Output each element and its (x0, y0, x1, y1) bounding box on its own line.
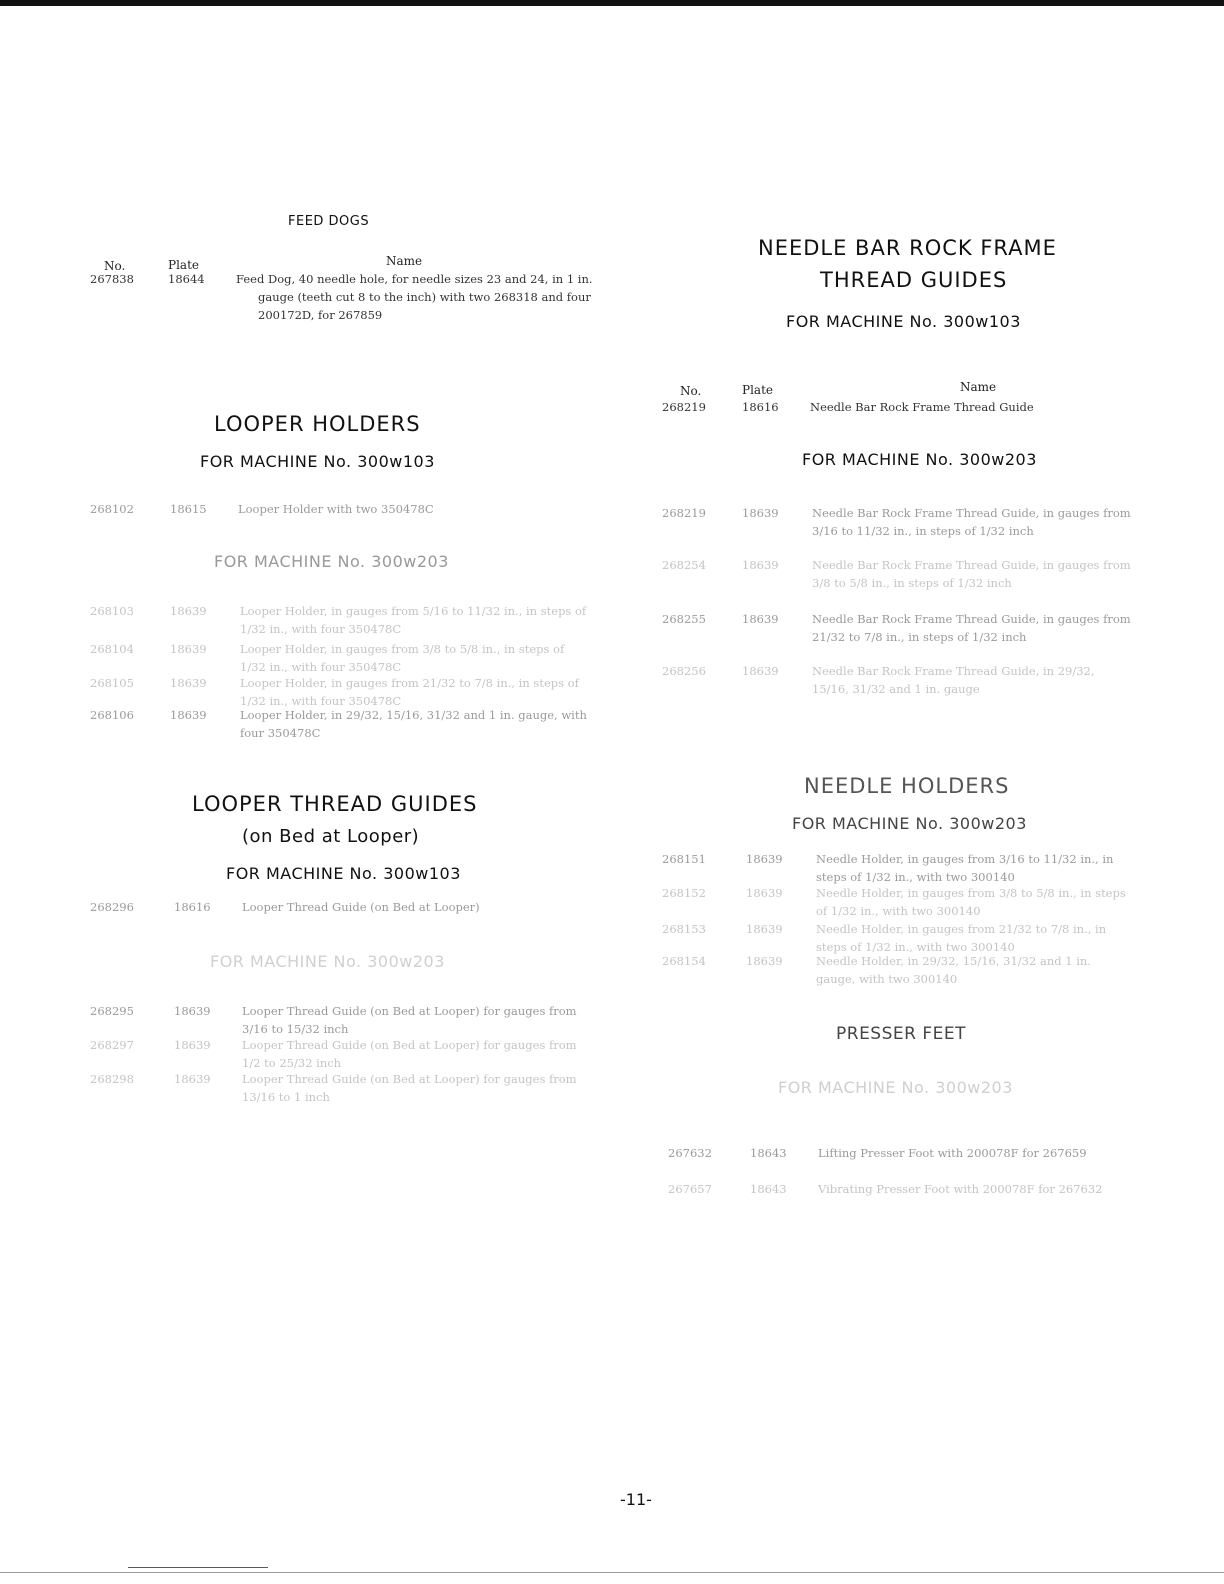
machine-heading: FOR MACHINE No. 300w203 (792, 814, 1027, 833)
machine-heading: FOR MACHINE No. 300w203 (210, 952, 445, 971)
part-no: 268256 (662, 664, 706, 678)
plate-no: 18639 (170, 676, 207, 690)
part-no: 267657 (668, 1182, 712, 1196)
list-item (662, 398, 1132, 418)
machine-heading: FOR MACHINE No. 300w203 (214, 552, 449, 571)
part-name: Needle Holder, in gauges from 21/32 to 7/8 in., in steps of 1/32 in., with two 300140 (816, 922, 1107, 954)
machine-heading: FOR MACHINE No. 300w203 (778, 1078, 1013, 1097)
part-no: 268106 (90, 708, 134, 722)
part-name: Needle Bar Rock Frame Thread Guide (810, 400, 1034, 414)
part-no: 268295 (90, 1004, 134, 1018)
looper-thread-guides-title: LOOPER THREAD GUIDES (192, 792, 478, 816)
list-item (668, 1144, 1132, 1180)
part-no: 268219 (662, 506, 706, 520)
needle-bar-rock-frame-title: NEEDLE BAR ROCK FRAME (758, 236, 1057, 260)
plate-no: 18639 (742, 506, 779, 520)
part-name: Needle Holder, in gauges from 3/16 to 11/32 in., in steps of 1/32 in., with two 300140 (816, 852, 1114, 884)
col-header-no: No. (104, 259, 126, 273)
part-name: Looper Thread Guide (on Bed at Looper) for gauges from 3/16 to 15/32 inch (242, 1004, 577, 1036)
part-no: 268254 (662, 558, 706, 572)
plate-no: 18643 (750, 1182, 787, 1196)
machine-heading: FOR MACHINE No. 300w103 (786, 312, 1021, 331)
part-no: 268297 (90, 1038, 134, 1052)
part-name: Needle Bar Rock Frame Thread Guide, in 29/32, 15/16, 31/32 and 1 in. gauge (812, 664, 1095, 696)
looper-holders-title: LOOPER HOLDERS (214, 412, 421, 436)
part-name: Looper Thread Guide (on Bed at Looper) for gauges from 1/2 to 25/32 inch (242, 1038, 577, 1070)
list-item (662, 610, 1132, 662)
plate-no: 18639 (170, 604, 207, 618)
top-border (0, 0, 1224, 6)
feed-dogs-title: FEED DOGS (288, 214, 370, 229)
col-header-plate: Plate (168, 258, 199, 272)
list-item (662, 884, 1132, 920)
list-item (90, 1002, 590, 1038)
col-header-plate: Plate (742, 383, 773, 397)
plate-no: 18639 (746, 922, 783, 936)
list-item (90, 706, 590, 742)
list-item (90, 1070, 590, 1106)
link-underline (128, 1567, 268, 1568)
list-item (90, 640, 590, 676)
col-header-name: Name (960, 380, 997, 394)
plate-no: 18639 (742, 612, 779, 626)
part-no: 268152 (662, 886, 706, 900)
list-item (90, 500, 590, 520)
part-no: 268255 (662, 612, 706, 626)
list-item (90, 270, 593, 344)
plate-no: 18639 (746, 954, 783, 968)
list-item (662, 556, 1132, 608)
part-no: 268153 (662, 922, 706, 936)
list-item (90, 674, 590, 710)
plate-no: 18616 (742, 400, 779, 414)
part-name: Needle Bar Rock Frame Thread Guide, in gauges from 21/32 to 7/8 in., in steps of 1/32 inch (812, 612, 1131, 644)
presser-feet-title: PRESSER FEET (836, 1024, 966, 1044)
part-no: 268154 (662, 954, 706, 968)
plate-no: 18639 (746, 852, 783, 866)
part-name: Vibrating Presser Foot with 200078F for 267632 (818, 1182, 1103, 1196)
plate-no: 18639 (174, 1004, 211, 1018)
list-item (662, 850, 1132, 886)
plate-no: 18639 (174, 1038, 211, 1052)
part-no: 268151 (662, 852, 706, 866)
list-item (668, 1180, 1132, 1216)
plate-no: 18639 (174, 1072, 211, 1086)
part-name: Needle Holder, in gauges from 3/8 to 5/8 in., in steps of 1/32 in., with two 300140 (816, 886, 1126, 918)
plate-no: 18639 (746, 886, 783, 900)
part-name: Needle Bar Rock Frame Thread Guide, in gauges from 3/8 to 5/8 in., in steps of 1/32 inch (812, 558, 1131, 590)
plate-no: 18639 (170, 708, 207, 722)
part-name: Lifting Presser Foot with 200078F for 267659 (818, 1146, 1087, 1160)
section-subtitle: (on Bed at Looper) (242, 826, 420, 847)
part-no: 267632 (668, 1146, 712, 1160)
part-name: Looper Holder, in gauges from 5/16 to 11/32 in., in steps of 1/32 in., with four 350478C (240, 604, 587, 636)
part-no: 268296 (90, 900, 134, 914)
plate-no: 18615 (170, 502, 207, 516)
part-name: Feed Dog, 40 needle hole, for needle sizes 23 and 24, in 1 in. gauge (teeth cut 8 to the inch) with two 268318 and four 200172D, for 267859 (236, 272, 593, 322)
list-item (662, 920, 1132, 956)
plate-no: 18644 (168, 272, 205, 286)
machine-heading: FOR MACHINE No. 300w103 (226, 864, 461, 883)
part-name: Looper Holder, in gauges from 3/8 to 5/8 in., in steps of 1/32 in., with four 350478C (240, 642, 565, 674)
list-item (662, 662, 1132, 714)
list-item (90, 602, 590, 638)
part-no: 267838 (90, 272, 134, 286)
part-name: Needle Bar Rock Frame Thread Guide, in gauges from 3/16 to 11/32 in., in steps of 1/32 inch (812, 506, 1131, 538)
list-item (90, 898, 590, 918)
machine-heading: FOR MACHINE No. 300w203 (802, 450, 1037, 469)
part-name: Looper Thread Guide (on Bed at Looper) (242, 900, 480, 914)
plate-no: 18639 (170, 642, 207, 656)
part-no: 268103 (90, 604, 134, 618)
part-name: Needle Holder, in 29/32, 15/16, 31/32 and 1 in. gauge, with two 300140 (816, 954, 1091, 986)
list-item (90, 1036, 590, 1072)
plate-no: 18639 (742, 558, 779, 572)
list-item (662, 952, 1132, 988)
plate-no: 18639 (742, 664, 779, 678)
part-no: 268105 (90, 676, 134, 690)
part-name: Looper Holder with two 350478C (238, 502, 434, 516)
needle-holders-title: NEEDLE HOLDERS (804, 774, 1010, 798)
bottom-border (0, 1572, 1224, 1573)
part-no: 268298 (90, 1072, 134, 1086)
part-no: 268102 (90, 502, 134, 516)
part-name: Looper Holder, in gauges from 21/32 to 7/8 in., in steps of 1/32 in., with four 350478C (240, 676, 579, 708)
part-no: 268219 (662, 400, 706, 414)
plate-no: 18643 (750, 1146, 787, 1160)
col-header-name: Name (386, 254, 423, 268)
list-item (662, 504, 1132, 556)
part-name: Looper Thread Guide (on Bed at Looper) for gauges from 13/16 to 1 inch (242, 1072, 577, 1104)
part-name: Looper Holder, in 29/32, 15/16, 31/32 and 1 in. gauge, with four 350478C (240, 708, 587, 740)
machine-heading: FOR MACHINE No. 300w103 (200, 452, 435, 471)
needle-bar-rock-frame-title-2: THREAD GUIDES (820, 268, 1008, 292)
page-number: -11- (620, 1490, 652, 1509)
col-header-no: No. (680, 384, 702, 398)
part-no: 268104 (90, 642, 134, 656)
plate-no: 18616 (174, 900, 211, 914)
